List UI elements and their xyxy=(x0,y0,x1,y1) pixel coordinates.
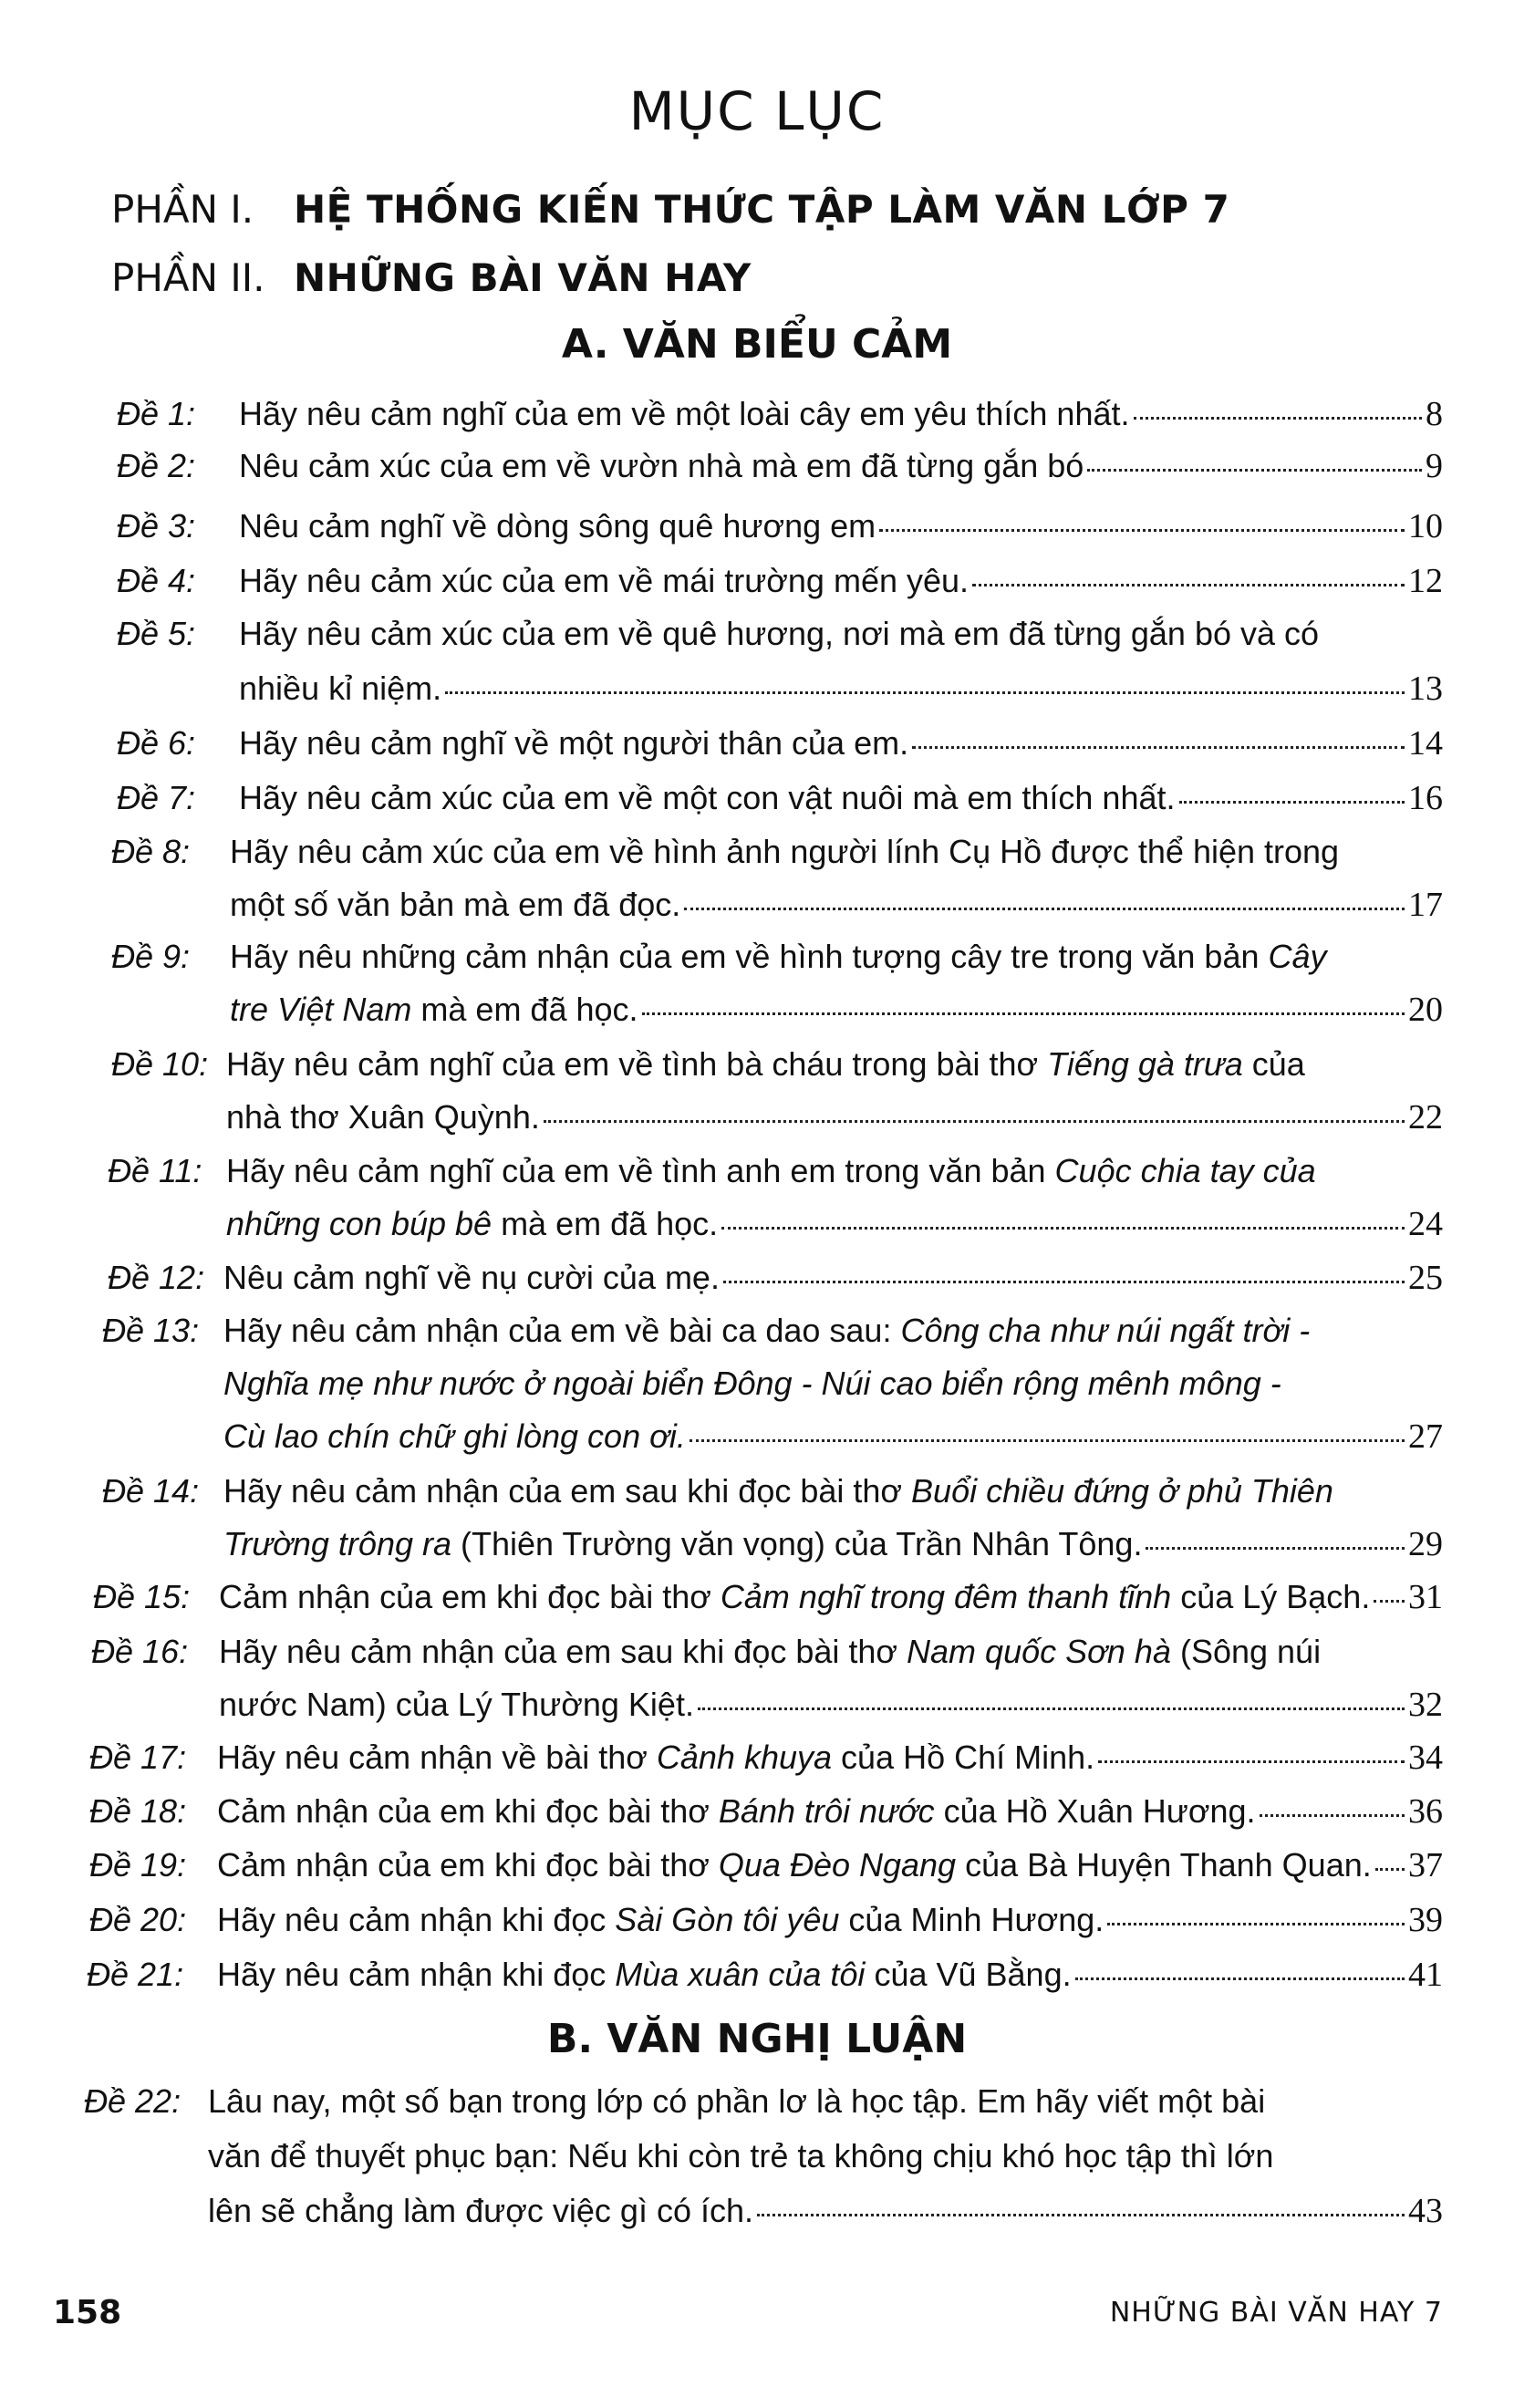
entry-text xyxy=(219,1571,1370,1624)
footer-page-number: 158 xyxy=(53,2294,122,2331)
part-2 xyxy=(111,255,752,300)
entry-text xyxy=(208,2130,1273,2183)
entry-text-line xyxy=(239,388,1443,441)
entry-text xyxy=(223,1410,686,1463)
toc-entry xyxy=(0,1145,1514,1251)
entry-text xyxy=(230,825,1339,878)
entry-text-segment: của Bà Huyện Thanh Quan. xyxy=(956,1846,1372,1884)
toc-entry xyxy=(0,1571,1514,1624)
entry-label: Đề 19: xyxy=(89,1846,187,1884)
entry-text-segment: Lâu nay, một số bạn trong lớp có phần lơ là học tập. Em hãy viết một bài xyxy=(208,2082,1266,2120)
entry-page-number: 25 xyxy=(1408,1259,1443,1297)
dot-leader xyxy=(690,1439,1405,1442)
entry-text-line xyxy=(223,1410,1443,1463)
entry-text xyxy=(217,1894,1104,1946)
entry-text xyxy=(226,1198,718,1251)
entry-title-italic: Qua Đèo Ngang xyxy=(718,1846,957,1884)
entry-text-line xyxy=(208,2185,1443,2239)
entry-text-segment: Hãy nêu cảm xúc của em về mái trường mến yêu. xyxy=(239,562,970,599)
entry-text-segment: Nêu cảm nghĩ về dòng sông quê hương em xyxy=(239,507,876,545)
entry-text-line xyxy=(239,662,1443,717)
entry-page-number: 36 xyxy=(1408,1792,1443,1831)
entry-text xyxy=(208,2075,1265,2128)
section-heading-b: B. VĂN NGHỊ LUẬN xyxy=(546,2016,968,2062)
entry-text xyxy=(223,1465,1333,1518)
entry-text-line xyxy=(217,1894,1443,1946)
entry-text-line xyxy=(223,1357,1443,1410)
dot-leader xyxy=(1134,417,1423,420)
entry-label: Đề 9: xyxy=(111,938,191,975)
entry-text-line xyxy=(219,1571,1443,1624)
entry-title-italic: tre Việt Nam xyxy=(230,991,412,1028)
entry-text xyxy=(217,1731,1094,1784)
entry-text xyxy=(226,1091,540,1144)
dot-leader xyxy=(972,584,1405,586)
entry-text-segment: mà em đã học. xyxy=(411,991,638,1028)
entry-title-italic: Nghĩa mẹ như nước ở ngoài biển Đông - Núi cao biển rộng mênh mông - xyxy=(223,1365,1281,1402)
entry-text xyxy=(239,388,1130,441)
entry-label: Đề 2: xyxy=(117,447,196,484)
part-1 xyxy=(111,187,1229,232)
toc-entry xyxy=(0,607,1514,717)
entry-text-line xyxy=(226,1038,1443,1091)
entry-text xyxy=(208,2185,753,2237)
entry-label: Đề 21: xyxy=(87,1956,184,1993)
dot-leader xyxy=(1375,1868,1405,1871)
entry-text xyxy=(239,607,1319,660)
entry-label: Đề 16: xyxy=(91,1633,189,1670)
toc-entry xyxy=(0,500,1514,553)
entry-text xyxy=(217,1948,1072,2001)
entry-text-segment: Hãy nêu cảm nhận khi đọc xyxy=(217,1956,616,1993)
entry-title-italic: Cảm nghĩ trong đêm thanh tĩnh xyxy=(720,1578,1172,1615)
section-heading-a: A. VĂN BIỂU CẢM xyxy=(561,321,953,368)
entry-text-segment: Hãy nêu cảm xúc của em về quê hương, nơi mà em đã từng gắn bó và có xyxy=(239,615,1320,652)
entry-label: Đề 17: xyxy=(89,1739,187,1776)
toc-entry xyxy=(0,1839,1514,1892)
entry-text-line xyxy=(226,1198,1443,1251)
dot-leader xyxy=(723,1281,1405,1283)
entry-text xyxy=(219,1625,1321,1678)
entry-text xyxy=(239,440,1084,493)
entry-title-italic: Tiếng gà trưa xyxy=(1047,1045,1243,1083)
entry-text-line xyxy=(223,1304,1443,1357)
toc-entry xyxy=(0,1038,1514,1144)
entry-label: Đề 18: xyxy=(89,1792,187,1830)
entry-page-number: 24 xyxy=(1408,1205,1443,1243)
entry-text-segment: mà em đã học. xyxy=(492,1205,719,1242)
entry-text-line xyxy=(217,1839,1443,1892)
entry-text xyxy=(239,772,1176,825)
toc-entry xyxy=(0,1785,1514,1838)
entry-text-segment: Hãy nêu cảm nghĩ về một người thân của em. xyxy=(239,724,909,762)
entry-text-segment: nhà thơ Xuân Quỳnh. xyxy=(226,1098,540,1136)
entry-label: Đề 1: xyxy=(117,395,196,432)
entry-title-italic: Cuộc chia tay của xyxy=(1054,1152,1316,1189)
dot-leader xyxy=(1146,1547,1405,1550)
dot-leader xyxy=(1260,1814,1405,1817)
entry-text-segment: của Minh Hương. xyxy=(839,1901,1104,1938)
entry-page-number: 29 xyxy=(1408,1525,1443,1563)
toc-entry xyxy=(0,1251,1514,1304)
entry-text-line xyxy=(230,983,1443,1036)
entry-label: Đề 13: xyxy=(102,1312,200,1349)
entry-text-segment: Hãy nêu những cảm nhận của em về hình tượng cây tre trong văn bản xyxy=(230,938,1269,975)
entry-text-segment: Hãy nêu cảm xúc của em về hình ảnh người lính Cụ Hồ được thể hiện trong xyxy=(230,833,1340,870)
entry-text-line xyxy=(223,1518,1443,1571)
entry-text-line xyxy=(239,607,1443,662)
entry-label: Đề 8: xyxy=(111,833,191,870)
entry-title-italic: Cảnh khuya xyxy=(656,1739,833,1776)
entry-text-segment: Hãy nêu cảm xúc của em về một con vật nuôi mà em thích nhất. xyxy=(239,779,1176,816)
entry-text-segment: Hãy nêu cảm nhận của em sau khi đọc bài thơ xyxy=(219,1633,907,1670)
entry-title-italic: Cù lao chín chữ ghi lòng con ơi. xyxy=(223,1417,686,1455)
entry-text xyxy=(230,983,638,1036)
toc-entry xyxy=(0,388,1514,441)
entry-text-line xyxy=(223,1465,1443,1518)
entry-page-number: 13 xyxy=(1408,669,1443,708)
dot-leader xyxy=(1087,469,1422,472)
entry-text-segment: lên sẽ chẳng làm được việc gì có ích. xyxy=(208,2192,753,2229)
entry-title-italic: Mùa xuân của tôi xyxy=(615,1956,866,1993)
entry-text xyxy=(230,878,680,931)
dot-leader xyxy=(757,2214,1405,2216)
entry-text-line xyxy=(239,440,1443,493)
entry-text xyxy=(230,930,1327,983)
entry-text xyxy=(219,1678,694,1731)
entry-text-segment: của Lý Bạch. xyxy=(1171,1578,1371,1615)
entry-text xyxy=(239,555,969,607)
entry-page-number: 9 xyxy=(1426,447,1443,485)
entry-label: Đề 14: xyxy=(102,1472,200,1510)
entry-title-italic: những con búp bê xyxy=(226,1205,493,1242)
entry-text-segment: văn để thuyết phục bạn: Nếu khi còn trẻ ta không chịu khó học tập thì lớn xyxy=(208,2137,1274,2174)
entry-text-line xyxy=(230,930,1443,983)
entry-text-segment: Hãy nêu cảm nghĩ của em về tình anh em trong văn bản xyxy=(226,1152,1055,1189)
entry-text xyxy=(223,1251,720,1304)
dot-leader xyxy=(879,529,1405,532)
entry-text-segment: của xyxy=(1242,1045,1305,1083)
entry-text xyxy=(217,1839,1372,1892)
entry-page-number: 10 xyxy=(1408,507,1443,545)
entry-label: Đề 6: xyxy=(117,724,196,762)
dot-leader xyxy=(1075,1977,1405,1980)
entry-title-italic: Buổi chiều đứng ở phủ Thiên xyxy=(911,1472,1333,1510)
entry-text-segment: (Thiên Trường văn vọng) của Trần Nhân Tông. xyxy=(451,1525,1143,1562)
toc-entry xyxy=(0,1731,1514,1784)
entry-text-segment: Nêu cảm nghĩ về nụ cười của mẹ. xyxy=(223,1259,720,1296)
entry-text-segment: Hãy nêu cảm nghĩ của em về một loài cây em yêu thích nhất. xyxy=(239,395,1130,432)
dot-leader xyxy=(642,1012,1405,1015)
entry-title-italic: Nam quốc Sơn hà xyxy=(907,1633,1171,1670)
toc-entry xyxy=(0,717,1514,770)
dot-leader xyxy=(698,1707,1405,1710)
entry-page-number: 8 xyxy=(1426,395,1443,433)
entry-title-italic: Sài Gòn tôi yêu xyxy=(615,1901,840,1938)
entry-text xyxy=(239,662,441,715)
entry-text-segment: Nêu cảm xúc của em về vườn nhà mà em đã từng gắn bó xyxy=(239,447,1084,484)
entry-page-number: 22 xyxy=(1408,1098,1443,1137)
entry-text-segment: Hãy nêu cảm nhận khi đọc xyxy=(217,1901,616,1938)
entry-page-number: 37 xyxy=(1408,1846,1443,1884)
entry-label: Đề 7: xyxy=(117,779,196,816)
entry-page-number: 34 xyxy=(1408,1739,1443,1777)
part-label: PHẦN I. xyxy=(111,187,254,232)
entry-label: Đề 20: xyxy=(89,1901,187,1938)
entry-text-segment: nước Nam) của Lý Thường Kiệt. xyxy=(219,1686,694,1723)
toc-entry xyxy=(0,1625,1514,1731)
dot-leader xyxy=(1374,1600,1405,1603)
entry-text xyxy=(239,717,908,770)
dot-leader xyxy=(1098,1760,1405,1763)
entry-title-italic: Bánh trôi nước xyxy=(718,1792,935,1830)
entry-page-number: 16 xyxy=(1408,779,1443,817)
entry-label: Đề 12: xyxy=(108,1259,205,1296)
toc-entry xyxy=(0,440,1514,493)
entry-text-line xyxy=(239,772,1443,825)
entry-page-number: 32 xyxy=(1408,1686,1443,1724)
entry-text-segment: Hãy nêu cảm nhận về bài thơ xyxy=(217,1739,657,1776)
entry-text-line xyxy=(217,1731,1443,1784)
entry-text xyxy=(239,500,876,553)
entry-text-segment: Cảm nhận của em khi đọc bài thơ xyxy=(217,1792,719,1830)
entry-title-italic: Cây xyxy=(1268,938,1327,975)
entry-label: Đề 15: xyxy=(93,1578,191,1615)
entry-text xyxy=(217,1785,1256,1838)
toc-entry xyxy=(0,555,1514,607)
entry-text-segment: Hãy nêu cảm nhận của em sau khi đọc bài thơ xyxy=(223,1472,912,1510)
entry-text xyxy=(226,1145,1316,1198)
entry-text-line xyxy=(239,500,1443,553)
entry-label: Đề 22: xyxy=(84,2082,181,2120)
entry-text-line xyxy=(217,1785,1443,1838)
dot-leader xyxy=(912,746,1405,749)
toc-entry xyxy=(0,1304,1514,1463)
dot-leader xyxy=(445,691,1405,694)
entry-page-number: 31 xyxy=(1408,1578,1443,1616)
dot-leader xyxy=(1179,801,1405,804)
dot-leader xyxy=(544,1120,1405,1123)
entry-text xyxy=(223,1357,1281,1410)
entry-text-segment: của Vũ Bằng. xyxy=(865,1956,1072,1993)
entry-text-line xyxy=(230,825,1443,878)
dot-leader xyxy=(1107,1923,1405,1925)
entry-title-italic: Công cha như núi ngất trời - xyxy=(900,1312,1311,1349)
entry-text-line xyxy=(219,1625,1443,1678)
part-label: PHẦN II. xyxy=(111,255,265,300)
entry-text xyxy=(226,1038,1305,1091)
entry-page-number: 41 xyxy=(1408,1956,1443,1994)
entry-text-line xyxy=(208,2130,1443,2185)
entry-text-line xyxy=(223,1251,1443,1304)
entry-text-line xyxy=(226,1091,1443,1144)
entry-page-number: 20 xyxy=(1408,991,1443,1029)
entry-text-line xyxy=(239,555,1443,607)
dot-leader xyxy=(721,1227,1405,1230)
entry-text xyxy=(223,1518,1142,1571)
entry-text-segment: Cảm nhận của em khi đọc bài thơ xyxy=(219,1578,721,1615)
entry-page-number: 43 xyxy=(1408,2192,1443,2230)
entry-text-line xyxy=(217,1948,1443,2001)
toc-entry xyxy=(0,825,1514,931)
entry-text-line xyxy=(239,717,1443,770)
entry-label: Đề 3: xyxy=(117,507,196,545)
entry-text-segment: (Sông núi xyxy=(1170,1633,1322,1670)
entry-text-segment: Hãy nêu cảm nhận của em về bài ca dao sau: xyxy=(223,1312,901,1349)
entry-label: Đề 10: xyxy=(111,1045,209,1083)
entry-text-segment: Hãy nêu cảm nghĩ của em về tình bà cháu trong bài thơ xyxy=(226,1045,1048,1083)
entry-label: Đề 4: xyxy=(117,562,196,599)
toc-entry xyxy=(0,2075,1514,2239)
entry-text-line xyxy=(219,1678,1443,1731)
entry-text-segment: nhiều kỉ niệm. xyxy=(239,669,442,707)
entry-text-line xyxy=(230,878,1443,931)
toc-entry xyxy=(0,1465,1514,1571)
entry-page-number: 27 xyxy=(1408,1417,1443,1456)
entry-text-segment: một số văn bản mà em đã đọc. xyxy=(230,886,681,923)
entry-text-line xyxy=(226,1145,1443,1198)
part-title: NHỮNG BÀI VĂN HAY xyxy=(294,255,752,300)
entry-page-number: 14 xyxy=(1408,724,1443,763)
page-title: MỤC LỤC xyxy=(628,80,886,142)
entry-text-segment: của Hồ Chí Minh. xyxy=(832,1739,1095,1776)
dot-leader xyxy=(684,908,1405,910)
entry-text-segment: của Hồ Xuân Hương. xyxy=(934,1792,1256,1830)
toc-entry xyxy=(0,772,1514,825)
entry-page-number: 17 xyxy=(1408,886,1443,924)
entry-label: Đề 5: xyxy=(117,615,196,652)
entry-text-line xyxy=(208,2075,1443,2130)
entry-label: Đề 11: xyxy=(108,1152,202,1189)
entry-title-italic: Trường trông ra xyxy=(223,1525,451,1562)
entry-text-segment: Cảm nhận của em khi đọc bài thơ xyxy=(217,1846,719,1884)
toc-entry xyxy=(0,930,1514,1036)
entry-page-number: 12 xyxy=(1408,562,1443,600)
entry-page-number: 39 xyxy=(1408,1901,1443,1939)
entry-text xyxy=(223,1304,1310,1357)
toc-entry xyxy=(0,1894,1514,1946)
toc-entry xyxy=(0,1948,1514,2001)
footer-book-title: NHỮNG BÀI VĂN HAY 7 xyxy=(1109,2297,1443,2329)
part-title: HỆ THỐNG KIẾN THỨC TẬP LÀM VĂN LỚP 7 xyxy=(294,187,1230,232)
